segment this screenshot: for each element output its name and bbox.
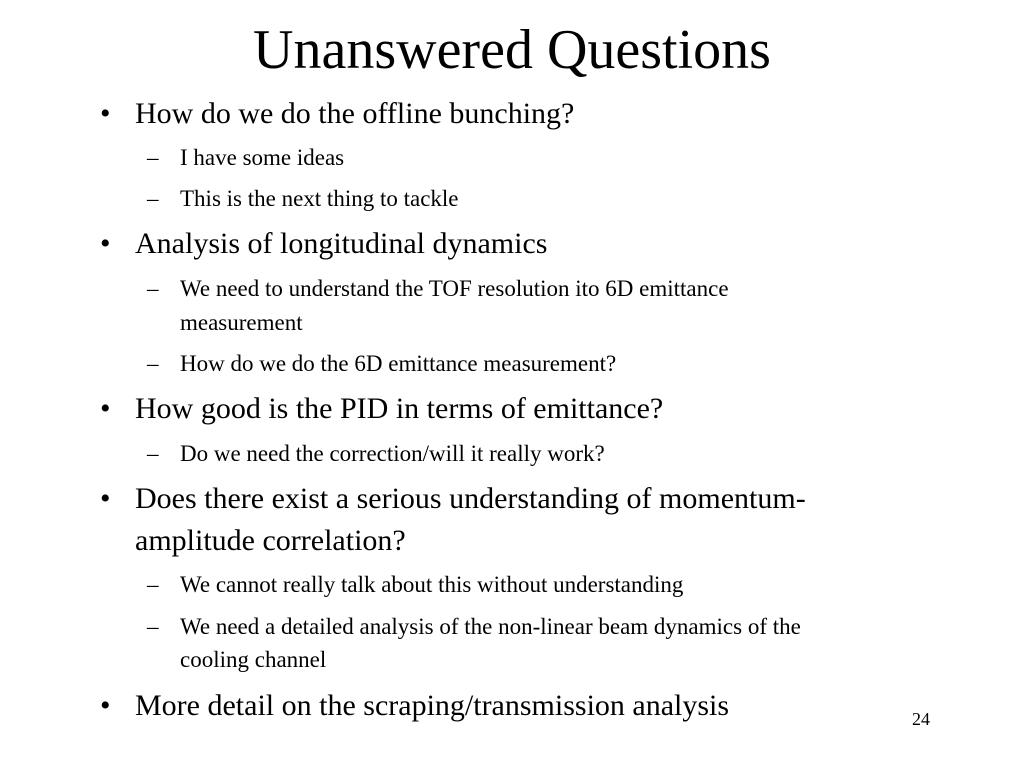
sub-bullet-text: We need to understand the TOF resolution ito 6D emittance [180, 276, 729, 301]
dash-marker: – [147, 572, 159, 597]
sub-bullet-text: I have some ideas [180, 145, 345, 170]
bullet-marker: • [100, 482, 111, 515]
sub-bullet-text: Do we need the correction/will it really work? [180, 441, 605, 466]
sub-bullet-text: measurement [180, 310, 303, 335]
bullet-text: amplitude correlation? [135, 524, 406, 557]
slide-title: Unanswered Questions [253, 19, 771, 81]
bullet-text: More detail on the scraping/transmission analysis [135, 689, 730, 722]
bullet-marker: • [100, 392, 111, 425]
bullet-marker: • [100, 689, 111, 722]
bullet-text: How do we do the offline bunching? [135, 97, 575, 130]
bullet-marker: • [100, 227, 111, 260]
dash-marker: – [147, 614, 159, 639]
sub-bullet-text: How do we do the 6D emittance measurement? [180, 351, 617, 376]
sub-bullet-text: We need a detailed analysis of the non-linear beam dynamics of the [180, 614, 801, 639]
dash-marker: – [147, 441, 159, 466]
bullet-text: Analysis of longitudinal dynamics [135, 227, 548, 260]
bullet-text: How good is the PID in terms of emittance? [135, 392, 664, 425]
page-number: 24 [912, 709, 930, 729]
sub-bullet-text: We cannot really talk about this without understanding [180, 572, 684, 597]
sub-bullet-text: This is the next thing to tackle [180, 186, 459, 211]
sub-bullet-text: cooling channel [180, 647, 327, 672]
dash-marker: – [147, 186, 159, 211]
dash-marker: – [147, 351, 159, 376]
dash-marker: – [147, 145, 159, 170]
bullet-text: Does there exist a serious understanding of momentum- [135, 482, 806, 515]
dash-marker: – [147, 276, 159, 301]
bullet-marker: • [100, 97, 111, 130]
